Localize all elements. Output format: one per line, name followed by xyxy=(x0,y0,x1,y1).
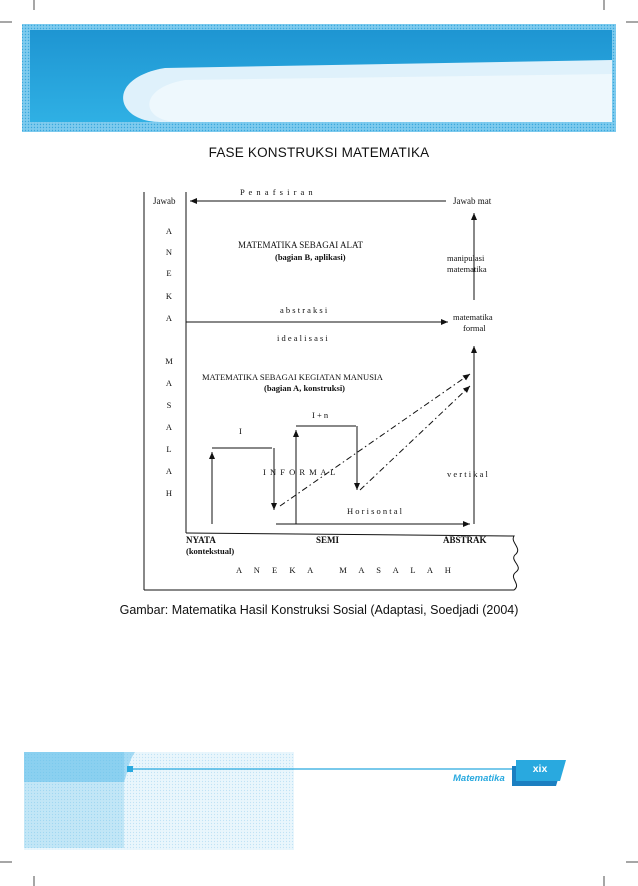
label-semi: SEMI xyxy=(316,535,340,545)
page-number: xix xyxy=(532,763,548,775)
vertical-letter: S xyxy=(166,400,172,410)
vertical-letter: A xyxy=(165,422,173,432)
vertical-letter: H xyxy=(165,488,173,498)
vertical-letter: L xyxy=(166,444,172,454)
vertical-letter: M xyxy=(165,356,173,366)
heading-matematika-alat: MATEMATIKA SEBAGAI ALAT xyxy=(238,240,364,250)
figure-caption: Gambar: Matematika Hasil Konstruksi Sosial (Adaptasi, Soedjadi (2004) xyxy=(119,603,519,617)
label-jawab: Jawab xyxy=(153,196,176,206)
label-manipulasi-2: matematika xyxy=(447,264,487,274)
vertical-letter: A xyxy=(165,313,173,323)
label-abstraksi: a b s t r a k s i xyxy=(280,305,328,315)
label-horisontal: H o r i s o n t a l xyxy=(347,506,403,516)
label-jawab-mat: Jawab mat xyxy=(453,196,492,206)
vertical-letter: N xyxy=(165,247,173,257)
label-step-i: I xyxy=(239,426,242,436)
label-aneka-masalah-bottom: A N E K A M A S A L A H xyxy=(236,565,456,575)
label-penafsiran: P e n a f s i r a n xyxy=(240,187,314,197)
vertical-letter: A xyxy=(165,226,173,236)
label-nyata: NYATA xyxy=(186,535,216,545)
label-abstrak: ABSTRAK xyxy=(443,535,487,545)
page-title: FASE KONSTRUKSI MATEMATIKA xyxy=(208,145,430,160)
vertical-letter: A xyxy=(165,378,173,388)
label-manipulasi-1: manipulasi xyxy=(447,253,485,263)
label-matematika-formal-2: formal xyxy=(463,323,486,333)
vertical-letter: A xyxy=(165,466,173,476)
label-vertikal: v e r t i k a l xyxy=(447,469,488,479)
footer-subject: Matematika xyxy=(453,773,505,784)
label-idealisasi: i d e a l i s a s i xyxy=(277,333,328,343)
label-kontekstual: (kontekstual) xyxy=(186,546,235,556)
vertical-letter: K xyxy=(165,291,173,301)
heading-matematika-kegiatan-sub: (bagian A, konstruksi) xyxy=(264,383,346,393)
label-matematika-formal-1: matematika xyxy=(453,312,493,322)
heading-matematika-kegiatan: MATEMATIKA SEBAGAI KEGIATAN MANUSIA xyxy=(202,372,383,382)
label-step-i-n: I + n xyxy=(312,410,329,420)
vertical-letter: E xyxy=(166,268,172,278)
heading-matematika-alat-sub: (bagian B, aplikasi) xyxy=(275,252,346,262)
label-informal: I N F O R M A L xyxy=(263,467,337,477)
